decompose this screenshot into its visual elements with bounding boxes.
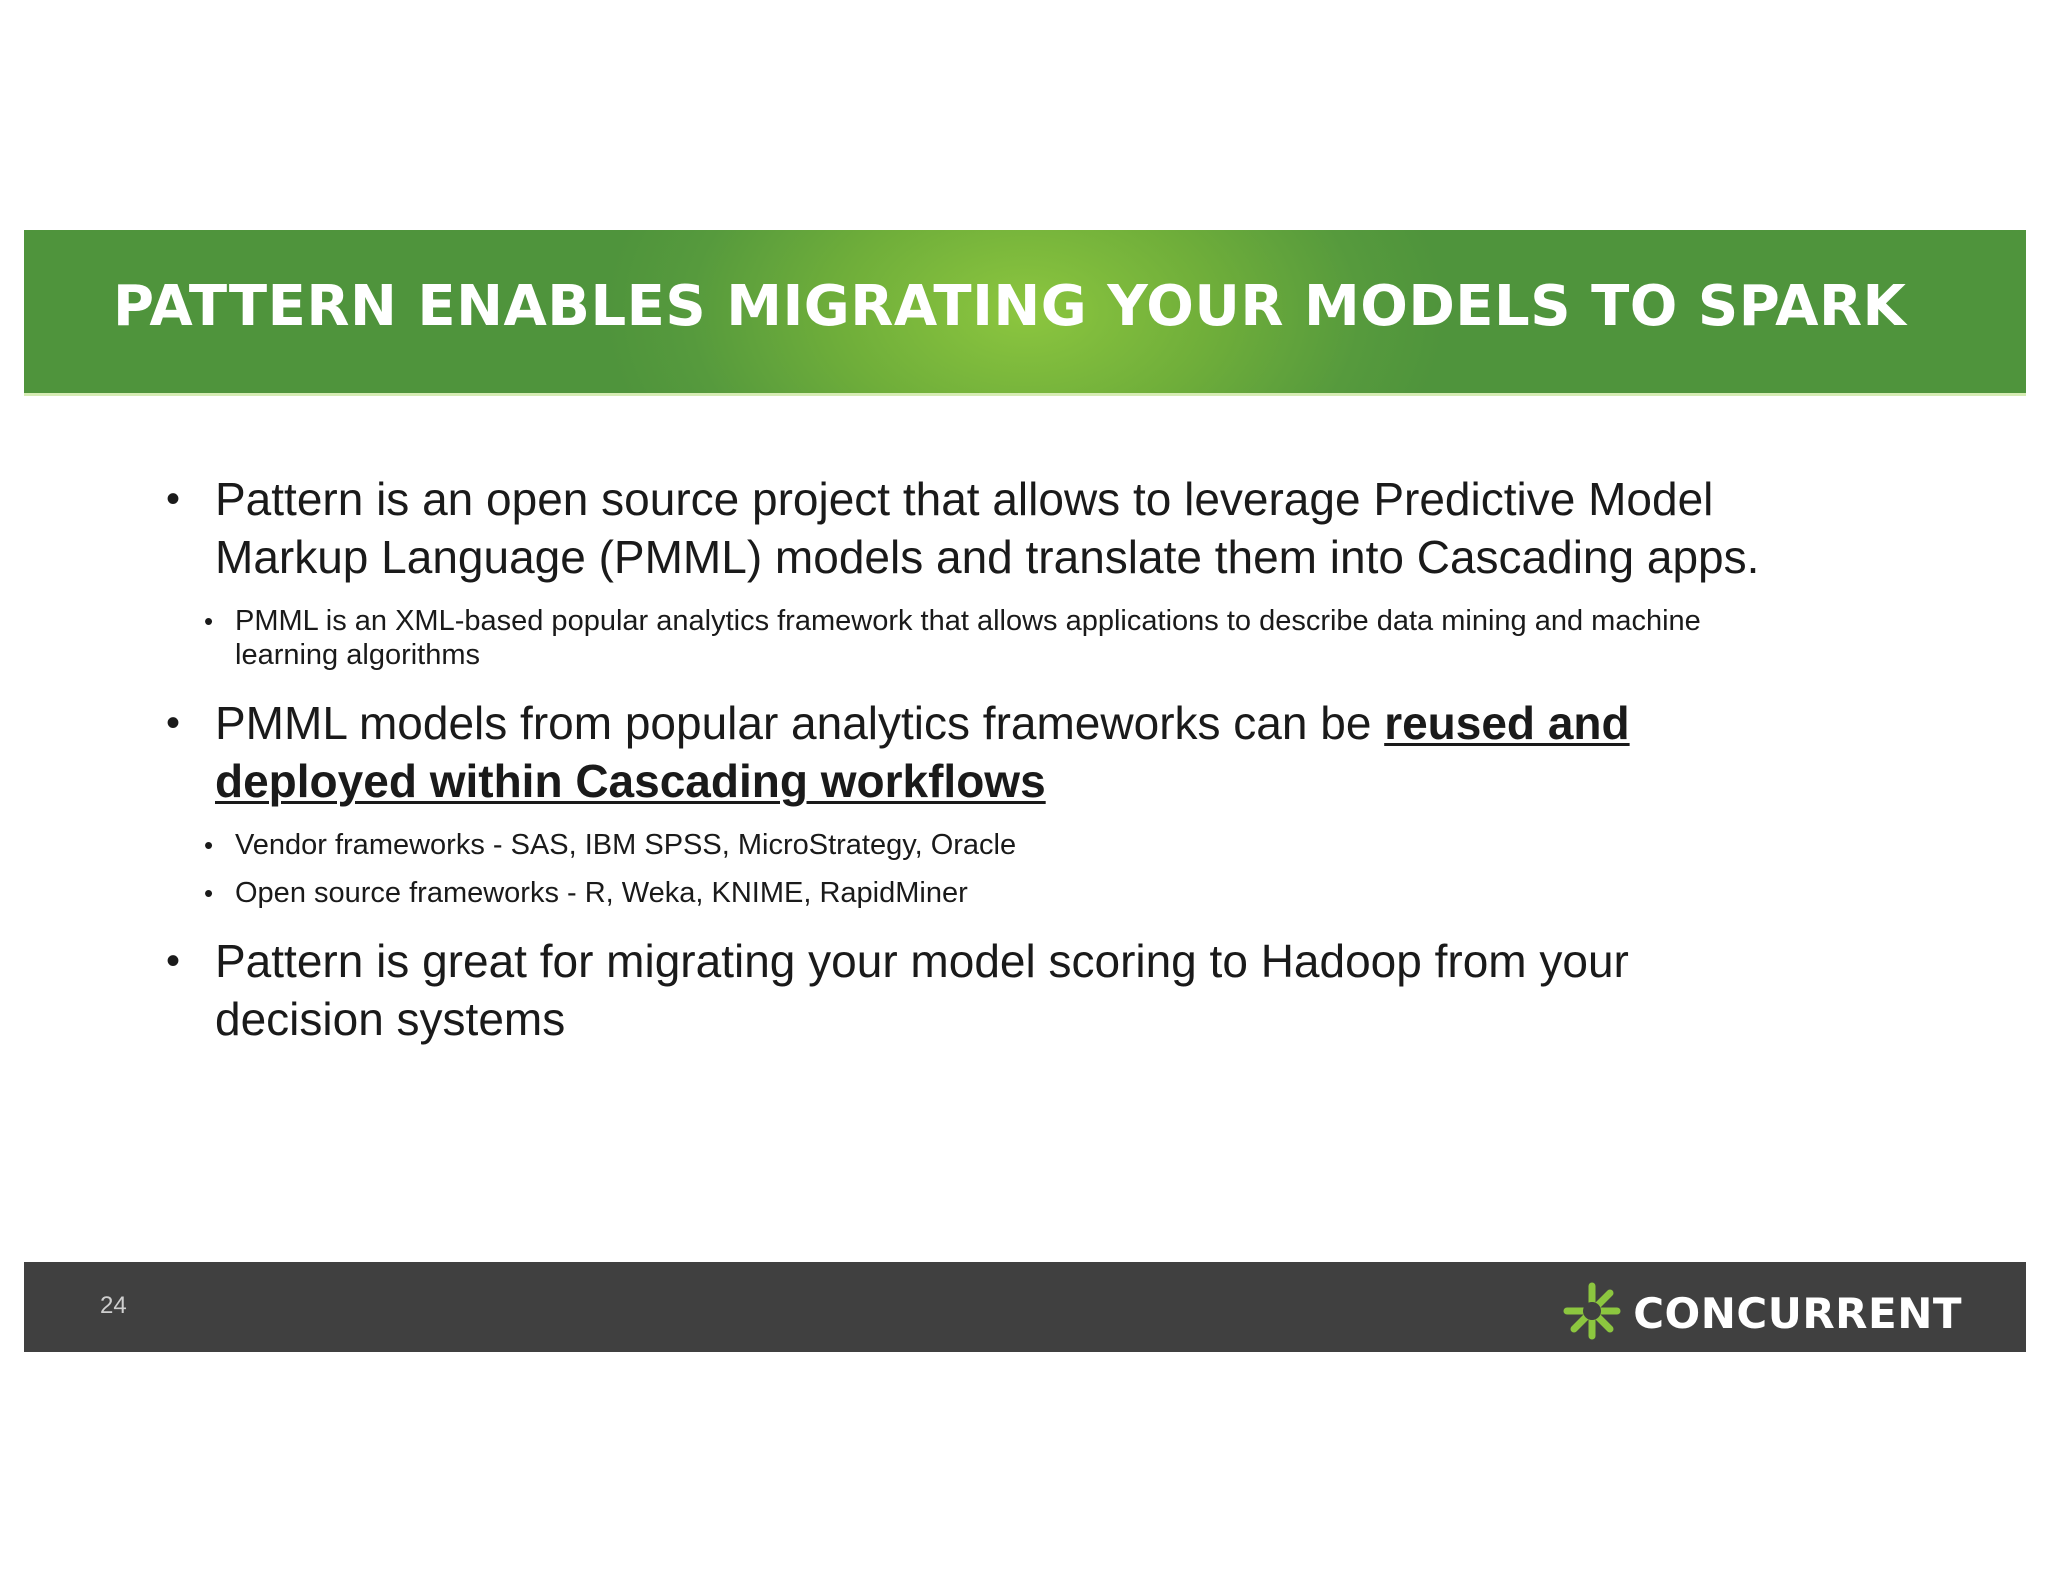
sub-bullet-list [160, 828, 1820, 910]
footer-bar [24, 1262, 2026, 1352]
concurrent-logo-icon [1561, 1280, 1623, 1347]
bullet-text: Pattern is an open source project that allows to leverage Predictive Model Markup Language (PMML) models and translate them into Cascading apps. [215, 473, 1760, 583]
sub-bullet-item [160, 604, 1715, 672]
emphasized-text: reused and deployed within Cascading workflows [215, 697, 1630, 807]
sub-bullet-text: PMML is an XML-based popular analytics framework that allows applications to describe data mining and machine learning algorithms [235, 605, 1701, 671]
slide-title: PATTERN ENABLES MIGRATING YOUR MODELS TO SPARK [113, 274, 1907, 339]
slide-content [160, 470, 1820, 1048]
sub-bullet-list [160, 604, 1820, 672]
page-number: 24 [100, 1292, 127, 1319]
sub-bullet-text: Open source frameworks - R, Weka, KNIME, RapidMiner [235, 877, 968, 909]
brand-logo [1561, 1280, 1962, 1347]
bullet-list [160, 470, 1820, 1048]
bullet-text: PMML models from popular analytics frameworks can be [215, 697, 1385, 749]
sub-bullet-item [160, 828, 1820, 862]
bullet-item [160, 932, 1775, 1048]
bullet-item [160, 694, 1775, 810]
bullet-text: Pattern is great for migrating your model scoring to Hadoop from your decision systems [215, 935, 1629, 1045]
title-banner [24, 230, 2026, 396]
sub-bullet-group [160, 828, 1820, 910]
sub-bullet-item [160, 876, 1820, 910]
sub-bullet-group [160, 604, 1820, 672]
brand-name: CONCURRENT [1633, 1289, 1962, 1338]
bullet-item [160, 470, 1855, 586]
sub-bullet-text: Vendor frameworks - SAS, IBM SPSS, MicroStrategy, Oracle [235, 829, 1017, 861]
